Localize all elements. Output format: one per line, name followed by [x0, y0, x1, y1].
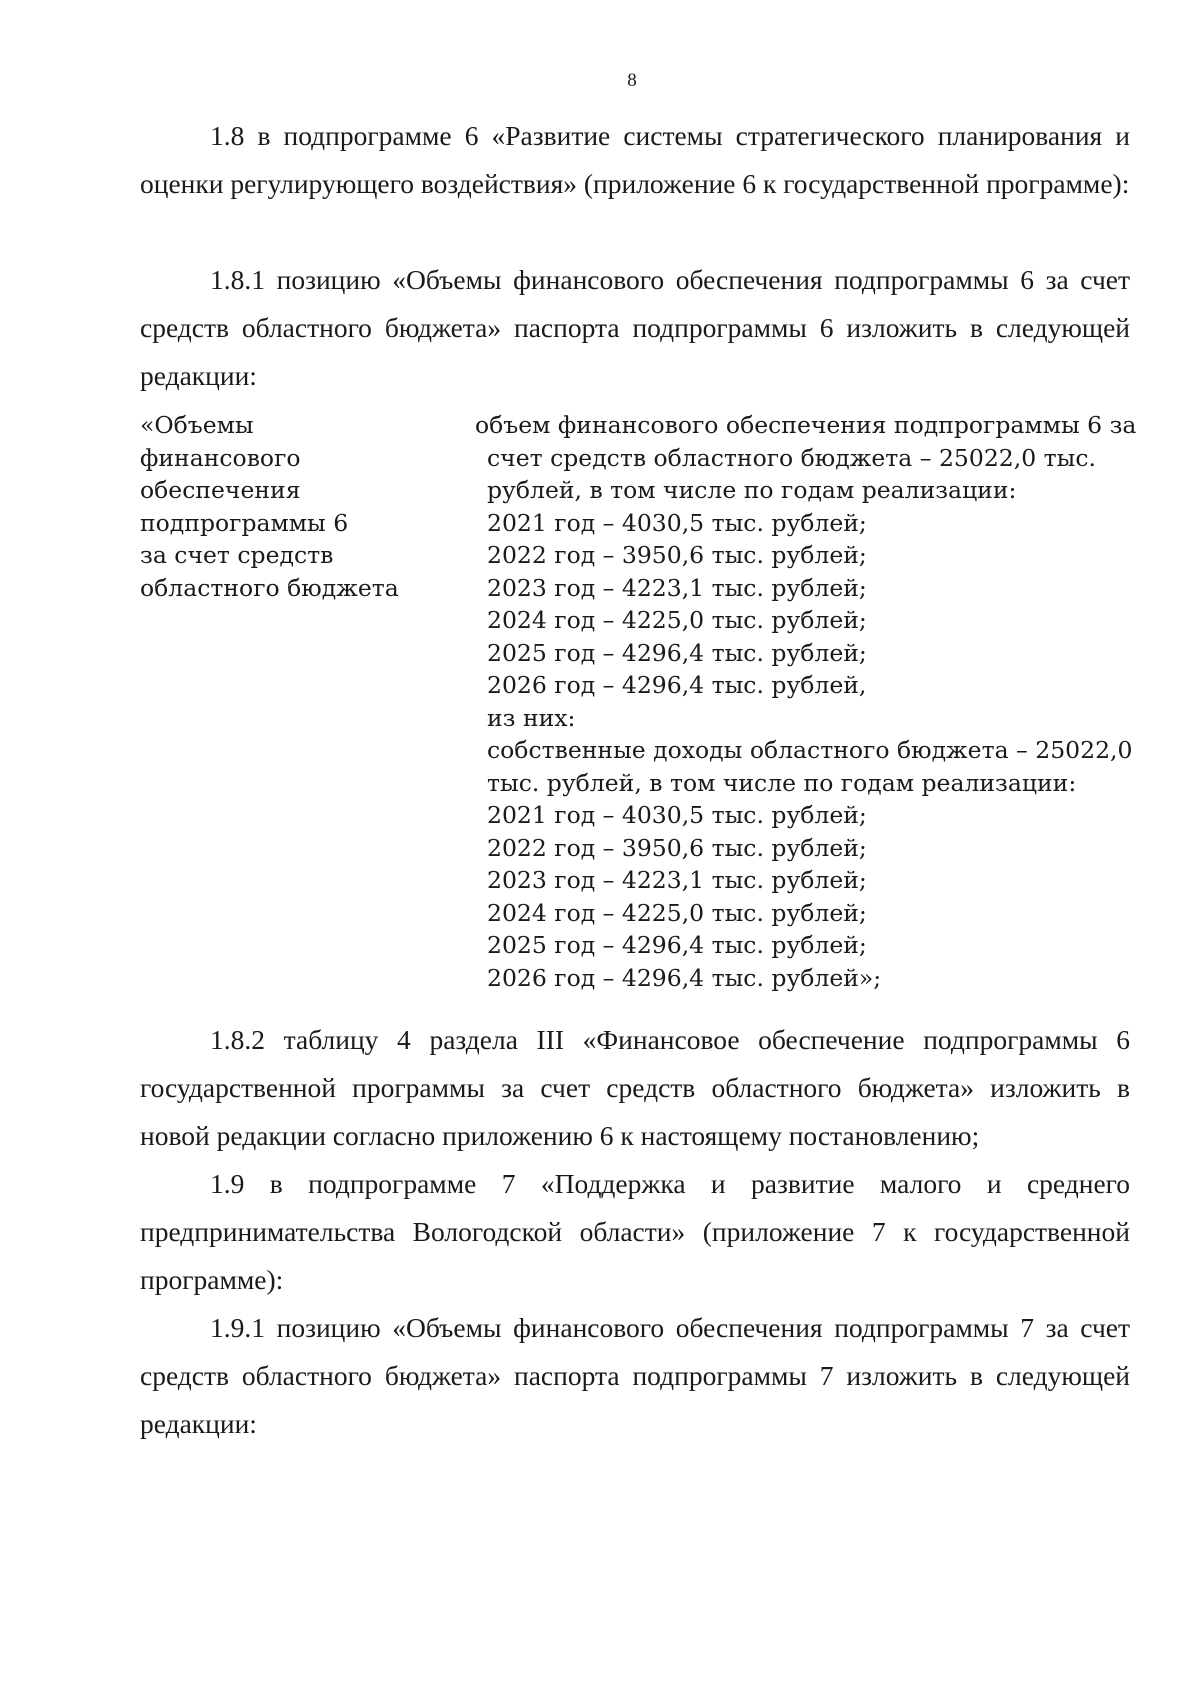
passport-content-line: рублей, в том числе по годам реализации:	[487, 476, 1017, 504]
passport-content-line: 2023 год – 4223,1 тыс. рублей;	[487, 866, 867, 894]
passport-content-line: собственные доходы областного бюджета – 25022,0	[487, 736, 1133, 764]
passport-content-line: 2024 год – 4225,0 тыс. рублей;	[487, 898, 867, 927]
passport-content-line: из них:	[487, 703, 576, 732]
passport-title-line: финансового	[140, 443, 301, 472]
passport-content-line: 2022 год – 3950,6 тыс. рублей;	[487, 833, 867, 862]
paragraph-1-8: 1.8 в подпрограмме 6 «Развитие системы стратегического планирования и оценки регулирующего воздействия» (приложение 6 к государственной программе):	[140, 120, 1130, 199]
paragraph-1-9-1: 1.9.1 позицию «Объемы финансового обеспечения подпрограммы 7 за счет средств областного бюджета» паспорта подпрограммы 7 изложить в следующей редакции:	[140, 1312, 1130, 1439]
paragraph-1-8-1: 1.8.1 позицию «Объемы финансового обеспечения подпрограммы 6 за счет средств областного бюджета» паспорта подпрограммы 6 изложить в следующей редакции:	[140, 264, 1130, 391]
passport-content-line: объем финансового обеспечения подпрограммы 6 за	[475, 411, 1137, 439]
passport-content-line: 2022 год – 3950,6 тыс. рублей;	[487, 541, 867, 569]
passport-title-line: подпрограммы 6	[140, 508, 349, 537]
passport-title-line: обеспечения	[140, 476, 301, 504]
passport-content-line: 2023 год – 4223,1 тыс. рублей;	[487, 573, 867, 602]
passport-content-line: 2021 год – 4030,5 тыс. рублей;	[487, 508, 867, 537]
passport-content-line: 2025 год – 4296,4 тыс. рублей;	[487, 931, 867, 959]
passport-content-line: 2026 год – 4296,4 тыс. рублей,	[487, 671, 867, 699]
passport-content-line: 2025 год – 4296,4 тыс. рублей;	[487, 638, 867, 667]
paragraph-1-8-2: 1.8.2 таблицу 4 раздела III «Финансовое обеспечение подпрограммы 6 государственной программы за счет средств областного бюджета» изложить в новой редакции согласно приложению 6 к настоящему постановлению;	[140, 1024, 1130, 1151]
passport-position-table	[140, 409, 1137, 994]
passport-position-title	[140, 409, 475, 994]
passport-content-line: 2026 год – 4296,4 тыс. рублей»;	[487, 963, 882, 992]
page-number: 8	[627, 70, 637, 91]
passport-title-line: областного бюджета	[140, 573, 399, 602]
passport-position-content	[475, 409, 1136, 994]
passport-title-line: «Объемы	[140, 411, 254, 439]
passport-content-line: тыс. рублей, в том числе по годам реализации:	[487, 768, 1077, 797]
passport-title-line: за счет средств	[140, 541, 334, 569]
passport-content-line: 2024 год – 4225,0 тыс. рублей;	[487, 606, 867, 634]
paragraph-1-9: 1.9 в подпрограмме 7 «Поддержка и развитие малого и среднего предпринимательства Вологодской области» (приложение 7 к государственной программе):	[140, 1168, 1130, 1295]
passport-content-line: 2021 год – 4030,5 тыс. рублей;	[487, 801, 867, 829]
passport-content-line: счет средств областного бюджета – 25022,0 тыс.	[487, 443, 1096, 472]
